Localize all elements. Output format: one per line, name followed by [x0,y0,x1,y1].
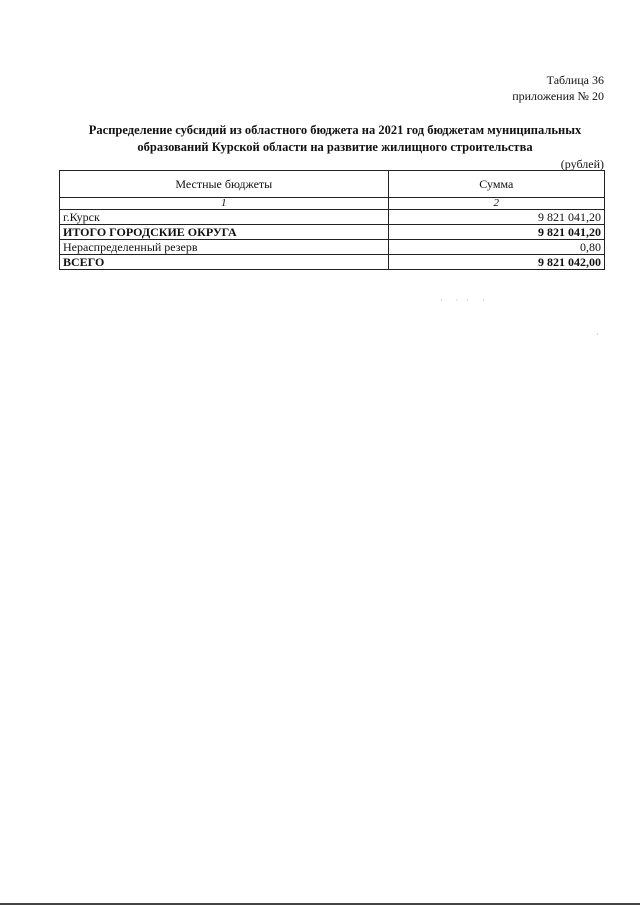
table-row-total [60,255,605,270]
table-row [60,240,605,255]
table-row-subtotal [60,225,605,240]
row-amount: 9 821 041,20 [388,210,604,225]
column-number-2: 2 [388,198,604,210]
table-header-row [60,171,605,198]
row-name: Нераспределенный резерв [60,240,389,255]
table-number-label: Таблица 36 [546,73,604,87]
column-header-amount: Сумма [388,171,604,198]
row-name: ВСЕГО [60,255,389,270]
scan-noise-edge: · [596,330,599,339]
document-title [60,122,610,156]
column-number-1: 1 [60,198,389,210]
appendix-reference [512,72,604,104]
row-amount: 9 821 042,00 [388,255,604,270]
document-title-line-2: образований Курской области на развитие жилищного строительства [137,140,533,154]
appendix-number-label: приложения № 20 [512,89,604,103]
column-number-row [60,198,605,210]
row-name: г.Курск [60,210,389,225]
row-name: ИТОГО ГОРОДСКИЕ ОКРУГА [60,225,389,240]
unit-label: (рублей) [560,157,604,171]
subsidy-table [59,170,605,270]
column-header-local-budgets: Местные бюджеты [60,171,389,198]
table-row [60,210,605,225]
row-amount: 0,80 [388,240,604,255]
document-title-line-1: Распределение субсидий из областного бюджета на 2021 год бюджетам муниципальных [88,123,582,137]
scan-noise: · · · · [440,296,488,305]
row-amount: 9 821 041,20 [388,225,604,240]
